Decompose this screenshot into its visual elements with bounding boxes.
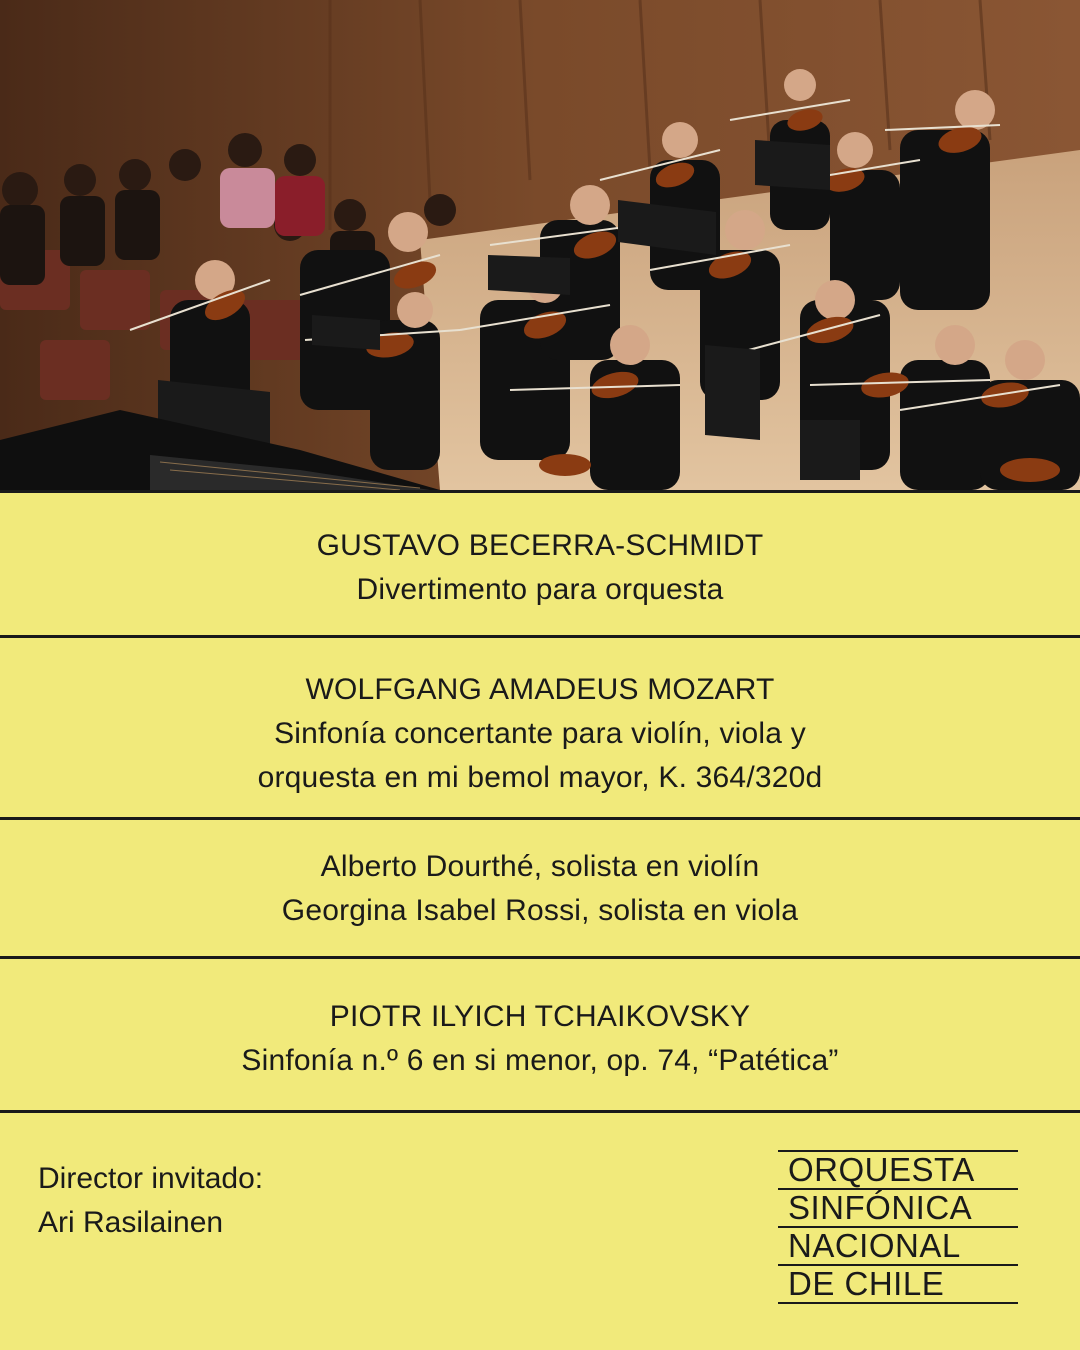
soloist-violin: Alberto Dourthé, solista en violín	[320, 850, 760, 883]
logo-line: ORQUESTA	[778, 1152, 1018, 1190]
divider-top	[0, 490, 1080, 493]
work-title: Divertimento para orquesta	[356, 573, 724, 606]
divider	[0, 1110, 1080, 1113]
divider	[0, 817, 1080, 820]
composer-name: GUSTAVO BECERRA-SCHMIDT	[316, 529, 764, 562]
divider	[0, 635, 1080, 638]
orchestra-photo	[0, 0, 1080, 490]
program-item-3	[0, 845, 1080, 933]
work-title: orquesta en mi bemol mayor, K. 364/320d	[257, 761, 823, 794]
work-title: Sinfonía n.º 6 en si menor, op. 74, “Patética”	[241, 1044, 839, 1077]
divider	[0, 956, 1080, 959]
composer-name: PIOTR ILYICH TCHAIKOVSKY	[329, 1000, 751, 1033]
logo-line: SINFÓNICA	[778, 1190, 1018, 1228]
work-title: Sinfonía concertante para violín, viola y	[274, 717, 806, 750]
program-item-4	[0, 995, 1080, 1083]
logo-line: DE CHILE	[778, 1266, 1018, 1304]
soloist-viola: Georgina Isabel Rossi, solista en viola	[281, 894, 799, 927]
orchestra-illustration	[0, 0, 1080, 490]
composer-name: WOLFGANG AMADEUS MOZART	[305, 673, 775, 706]
director-name: Ari Rasilainen	[38, 1206, 224, 1239]
program-item-2	[0, 668, 1080, 800]
director-label: Director invitado:	[38, 1162, 264, 1195]
director-info	[38, 1157, 263, 1245]
program-item-1	[0, 524, 1080, 612]
logo-line: NACIONAL	[778, 1228, 1018, 1266]
orchestra-logo	[778, 1150, 1018, 1304]
